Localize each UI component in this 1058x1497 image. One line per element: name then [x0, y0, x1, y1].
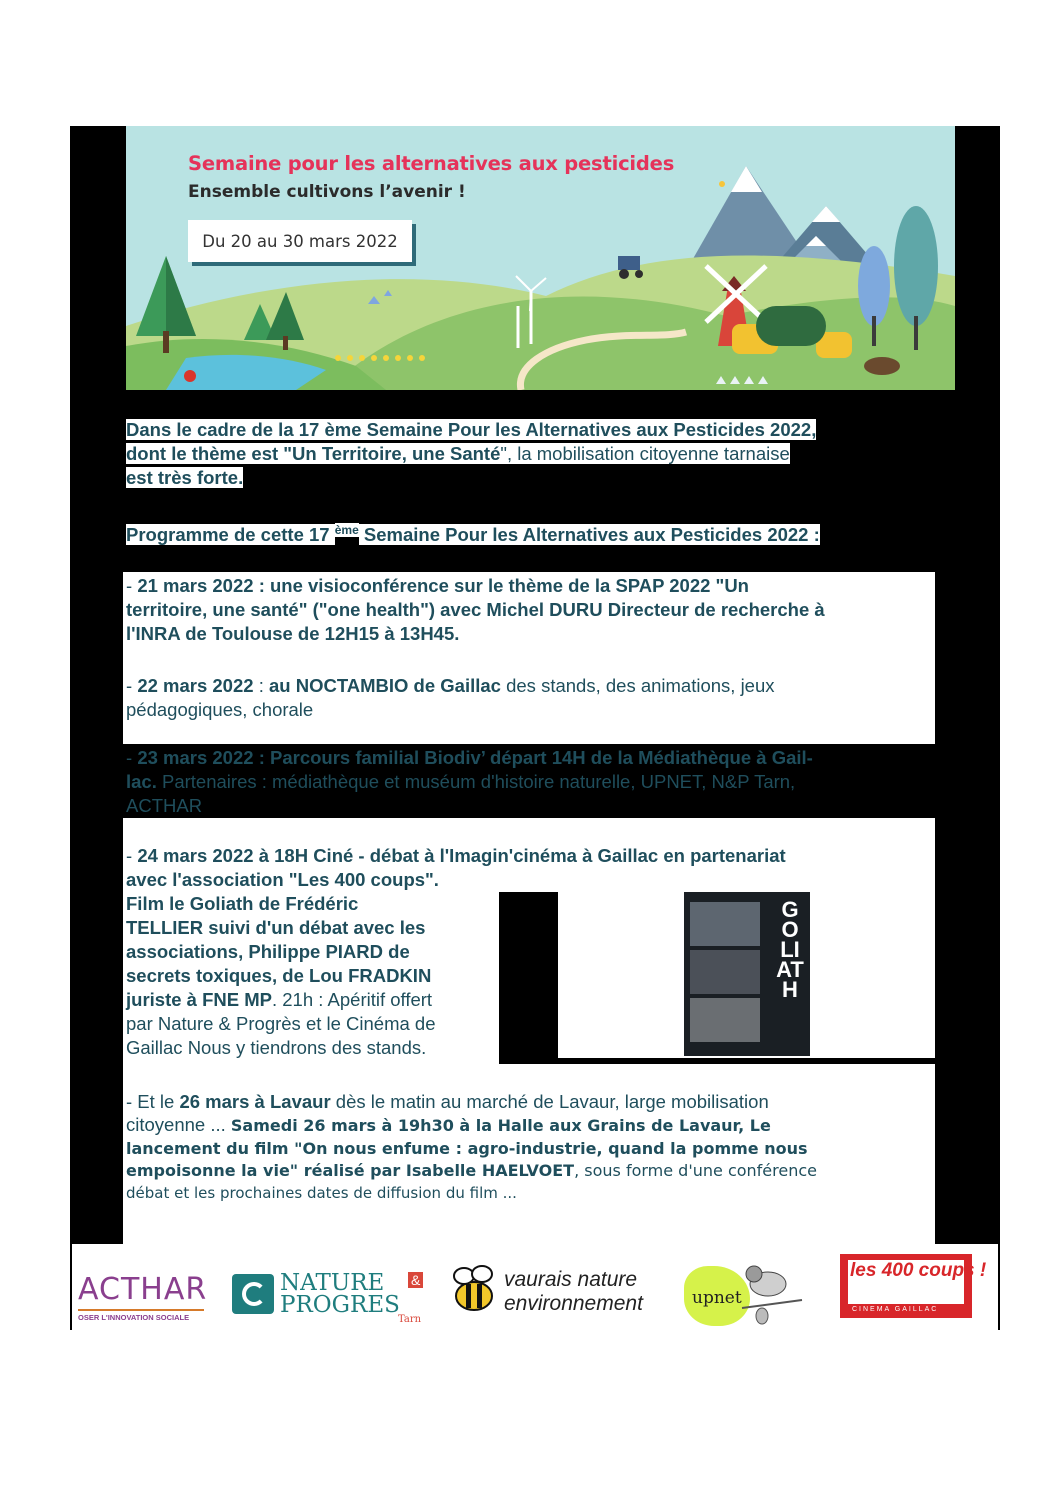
np-line-2: PROGRES: [280, 1292, 400, 1318]
program-heading: [126, 518, 820, 547]
event-1-line-2: territoire, une santé" ("one health") avec Michel DURU Directeur de recherche à: [126, 599, 825, 620]
poster-title: GOLIATH: [776, 897, 804, 1002]
event-26-mars: [126, 1090, 817, 1204]
frame-right-edge: [998, 1244, 1000, 1330]
event-4-l8: par Nature & Progrès et le Cinéma de: [126, 1013, 436, 1034]
event-2-rest-2: pédagogiques, chorale: [126, 699, 314, 720]
acthar-tagline: OSER L'INNOVATION SOCIALE: [78, 1309, 204, 1322]
event-1-line-3: l'INRA de Toulouse de 12H15 à 13H45.: [126, 623, 460, 644]
event-4-l7b: . 21h : Apéritif offert: [271, 989, 433, 1010]
upnet-logo: [684, 1258, 814, 1330]
c400-name: les 400 coups !: [850, 1260, 987, 1281]
event-5-rest: dès le matin au marché de Lavaur, large mobilisation: [330, 1091, 769, 1112]
event-4-l9: Gaillac Nous y tiendrons des stands.: [126, 1037, 427, 1058]
c400-tagline: CINEMA GAILLAC: [852, 1306, 939, 1313]
banner-dates: Du 20 au 30 mars 2022: [188, 220, 412, 262]
event-3-date: 23 mars 2022: [137, 747, 254, 768]
event-4-l4: TELLIER suivi d'un débat avec les: [126, 917, 426, 938]
event-5-date: 26 mars à Lavaur: [179, 1091, 331, 1112]
event-2-rest-1: des stands, des animations, jeux: [500, 675, 775, 696]
event-5-l4a: empoisonne la vie" réalisé par Isabelle HAELVOET: [126, 1161, 575, 1180]
event-4-line-1: 24 mars 2022 à 18H Ciné - débat à l'Imagin'cinéma à Gaillac en partenariat: [137, 845, 786, 866]
event-2-dash: -: [126, 675, 138, 696]
vaurais-nature-logo: [448, 1262, 658, 1322]
event-4-l5: associations, Philippe PIARD de: [126, 941, 410, 962]
program-pre: Programme de cette 17: [126, 524, 335, 546]
banner-title: Semaine pour les alternatives aux pesticides: [188, 152, 675, 175]
event-3-dash: -: [126, 747, 138, 768]
np-line-1: NATURE: [280, 1270, 385, 1296]
event-4-l3: Film le Goliath de Frédéric: [126, 893, 359, 914]
event-5-l3: lancement du film "On nous enfume : agro-industrie, quand la pomme nous: [126, 1139, 808, 1158]
event-22-mars: [126, 674, 775, 722]
event-3-rest-2: ACTHAR: [126, 795, 203, 816]
event-3-head-2: lac.: [126, 771, 157, 792]
intro-paragraph: [126, 418, 816, 490]
event-4-dash: -: [126, 845, 138, 866]
acthar-name: ACTHAR: [78, 1272, 208, 1307]
event-1-dash: -: [126, 575, 138, 596]
intro-line-1: Dans le cadre de la 17 ème Semaine Pour les Alternatives aux Pesticides 2022,: [126, 419, 817, 440]
event-5-l5: débat et les prochaines dates de diffusion du film ...: [126, 1184, 517, 1202]
program-post: Semaine Pour les Alternatives aux Pesticides 2022 :: [358, 524, 820, 546]
les-400-coups-logo: [840, 1254, 986, 1322]
event-3-rest: Partenaires : médiathèque et muséum d'histoire naturelle, UPNET, N&P Tarn,: [156, 771, 796, 792]
event-banner: [126, 126, 955, 390]
acthar-logo: [78, 1272, 208, 1328]
event-3-head: : Parcours familial Biodiv’ départ 14H de la Médiathèque à Gail-: [253, 747, 813, 768]
event-21-mars: [126, 574, 825, 646]
event-2-colon: :: [253, 675, 269, 696]
goliath-film-poster: [684, 892, 810, 1056]
vn-line-1: vaurais nature: [504, 1268, 638, 1291]
bird-icon: [738, 1258, 808, 1328]
event-4-l7: juriste à FNE MP: [126, 989, 272, 1010]
frame-left-edge: [70, 1244, 72, 1330]
np-tarn: Tarn: [398, 1314, 422, 1325]
event-2-date: 22 mars 2022: [137, 675, 254, 696]
banner-subtitle: Ensemble cultivons l’avenir !: [188, 182, 466, 202]
np-ampersand: &: [408, 1272, 423, 1288]
intro-line-2a: dont le thème est "Un Territoire, une Santé: [126, 443, 501, 464]
intro-line-2b: ", la mobilisation citoyenne tarnaise: [500, 443, 790, 464]
event-5-dash: - Et le: [126, 1091, 180, 1112]
event-1-line-1: 21 mars 2022 : une visioconférence sur le thème de la SPAP 2022 "Un: [137, 575, 749, 596]
event-5-l2a: citoyenne ...: [126, 1114, 231, 1135]
event-5-l2b: Samedi 26 mars à 19h30 à la Halle aux Grains de Lavaur, Le: [230, 1116, 771, 1135]
program-sup: ème: [334, 523, 359, 537]
event-4-line-2: avec l'association "Les 400 coups".: [126, 869, 439, 890]
vn-line-2: environnement: [504, 1292, 643, 1315]
event-23-mars: [126, 746, 813, 818]
nature-progres-logo: [232, 1270, 432, 1326]
event-2-place: au NOCTAMBIO de Gaillac: [268, 675, 501, 696]
event-4-l6: secrets toxiques, de Lou FRADKIN: [126, 965, 432, 986]
bee-icon: [448, 1262, 500, 1318]
event-5-l4b: , sous forme d'une conférence: [574, 1161, 817, 1180]
intro-line-3: est très forte.: [126, 467, 244, 488]
upnet-name: upnet: [692, 1288, 742, 1308]
